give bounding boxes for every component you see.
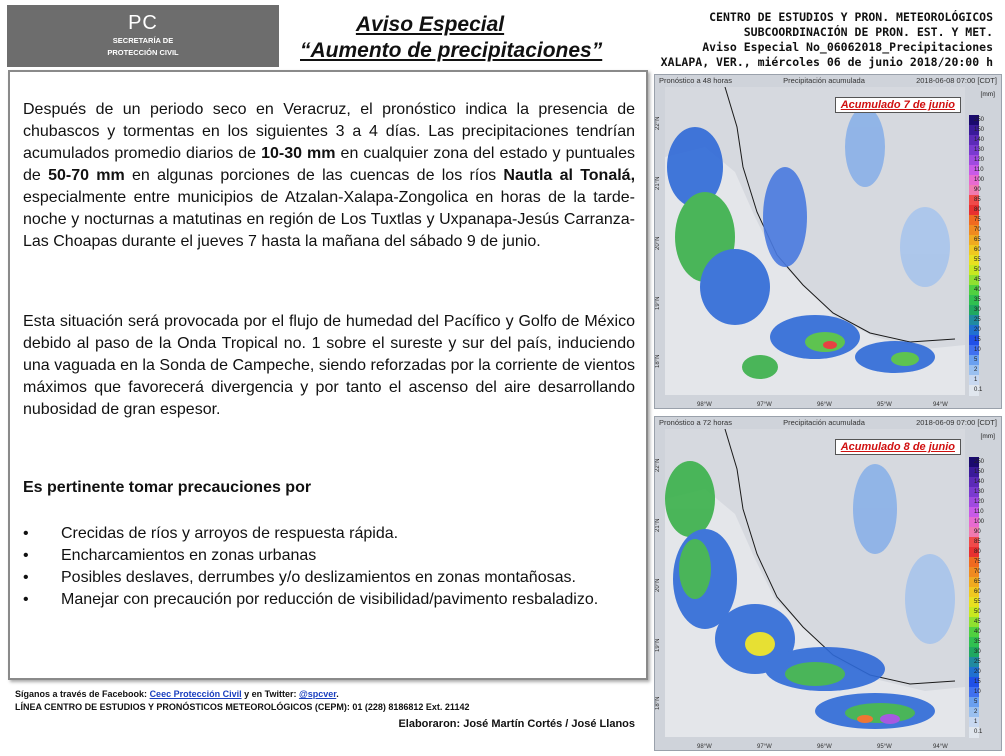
map-date-label: Acumulado 8 de junio [835, 439, 961, 455]
center-header [633, 10, 993, 70]
bullet-icon: • [23, 547, 29, 564]
list-item [23, 545, 635, 567]
lat-label: 18°N [655, 354, 661, 368]
colorbar-tick: 50 [974, 267, 981, 273]
colorbar-tick: 75 [974, 217, 981, 223]
notice-body [8, 70, 648, 680]
colorbar-tick: 25 [974, 317, 981, 323]
lat-label: 19°N [655, 638, 661, 652]
colorbar-tick: 20 [974, 669, 981, 675]
paragraph-cause: Esta situación será provocada por el flujo de humedad del Pacífico y Golfo de México debido al paso de la Onda Tropical no. 1 sobre el sureste y sur del país, induciendo una vaguada en la Sonda de Campeche, siendo reforzadas por la corriente de vientos máximos que favorecerá divergencia y por tanto el ascenso del aire desarrollando nubosidad de gran espesor. [23, 313, 635, 418]
map-forecast: Pronóstico a 72 horas [659, 418, 732, 427]
lat-label: 19°N [655, 296, 661, 310]
colorbar-tick: 120 [974, 499, 985, 505]
map-product: Precipitación acumulada [783, 76, 865, 85]
colorbar-tick: 45 [974, 619, 981, 625]
colorbar-tick: 70 [974, 569, 981, 575]
colorbar-tick: 30 [974, 649, 981, 655]
colorbar-tick: 55 [974, 599, 981, 605]
p1-bold-point: 50-70 mm [48, 167, 125, 184]
colorbar-tick: 150 [974, 469, 985, 475]
colorbar-tick: 90 [974, 529, 981, 535]
follow-prefix: Síganos a través de Facebook: [15, 689, 150, 699]
colorbar-tick: 35 [974, 297, 981, 303]
phone-line: LÍNEA CENTRO DE ESTUDIOS Y PRONÓSTICOS METEOROLÓGICOS (CEPM): 01 (228) 8186812 Ext. 21142 [15, 702, 470, 712]
colorbar-tick: 100 [974, 519, 985, 525]
lat-label: 22°N [655, 116, 661, 130]
twitter-link[interactable]: @spcver [298, 689, 337, 699]
list-item [23, 523, 635, 545]
header-line2: SUBCOORDINACIÓN DE PRON. EST. Y MET. [743, 25, 993, 39]
header-line1: CENTRO DE ESTUDIOS Y PRON. METEOROLÓGICOS [709, 10, 993, 24]
title-line1: Aviso Especial [355, 13, 505, 36]
lat-label: 21°N [655, 518, 661, 532]
colorbar-units: [mm] [980, 433, 995, 440]
colorbar-tick: 110 [974, 167, 984, 173]
lon-label: 95°W [877, 402, 892, 408]
list-item-text: Encharcamientos en zonas urbanas [61, 547, 317, 564]
header-line3: Aviso Especial No_06062018_Precipitaciones [702, 40, 993, 54]
colorbar-tick: 90 [974, 187, 981, 193]
colorbar-tick: 250 [974, 117, 985, 123]
map-product: Precipitación acumulada [783, 418, 865, 427]
precip-map-image [665, 87, 965, 395]
colorbar-tick: 40 [974, 287, 981, 293]
colorbar-tick: 1 [974, 719, 978, 725]
lon-label: 97°W [757, 744, 772, 750]
page-title [300, 12, 603, 64]
colorbar-tick: 100 [974, 177, 985, 183]
p1-text-a: Después de un periodo seco en Veracruz, el pronóstico indica la presencia de chubascos y tormentas en los siguientes 3 a 4 días. Las precipitaciones tendrían acumulados promedio diarios de [23, 101, 635, 162]
colorbar-tick: 5 [974, 357, 978, 363]
colorbar-tick: 85 [974, 539, 981, 545]
colorbar-tick: 150 [974, 127, 985, 133]
colorbar-tick: 2 [974, 367, 978, 373]
colorbar-tick: 45 [974, 277, 981, 283]
list-item-text: Manejar con precaución por reducción de visibilidad/pavimento resbaladizo. [61, 591, 599, 608]
colorbar-tick: 250 [974, 459, 985, 465]
colorbar-tick: 70 [974, 227, 981, 233]
p1-bold-daily: 10-30 mm [261, 145, 336, 162]
colorbar-tick: 5 [974, 699, 978, 705]
colorbar-units: [mm] [980, 91, 995, 98]
colorbar-tick: 130 [974, 489, 985, 495]
lat-label: 18°N [655, 696, 661, 710]
lon-label: 96°W [817, 744, 832, 750]
logo-line1: SECRETARÍA DE [112, 36, 174, 45]
precautions-list [23, 523, 635, 611]
map-forecast: Pronóstico a 48 horas [659, 76, 732, 85]
facebook-link[interactable]: Ceec Protección Civil [149, 689, 242, 699]
lon-label: 98°W [697, 402, 712, 408]
lon-label: 94°W [933, 744, 948, 750]
colorbar-tick: 10 [974, 689, 981, 695]
lon-label: 95°W [877, 744, 892, 750]
colorbar-tick: 60 [974, 589, 981, 595]
paragraph-forecast [23, 99, 635, 253]
colorbar-tick: 2 [974, 709, 978, 715]
colorbar-tick: 55 [974, 257, 981, 263]
map-valid: 2018-06-08 07:00 [CDT] [916, 76, 997, 85]
map-header [659, 75, 997, 86]
colorbar-tick: 130 [974, 147, 985, 153]
map-valid: 2018-06-09 07:00 [CDT] [916, 418, 997, 427]
colorbar-tick: 10 [974, 347, 981, 353]
colorbar-tick: 80 [974, 549, 981, 555]
colorbar-tick: 30 [974, 307, 981, 313]
colorbar-tick: 65 [974, 579, 981, 585]
list-item [23, 567, 635, 589]
colorbar-tick: 120 [974, 157, 985, 163]
bullet-icon: • [23, 525, 29, 542]
footer [15, 688, 635, 731]
follow-suffix: . [336, 689, 339, 699]
lon-label: 94°W [933, 402, 948, 408]
colorbar-tick: 0.1 [974, 387, 983, 393]
lat-label: 21°N [655, 176, 661, 190]
map-date-label: Acumulado 7 de junio [835, 97, 961, 113]
precip-map-day8 [654, 416, 1002, 751]
lat-label: 22°N [655, 458, 661, 472]
logo-short: PC [128, 12, 158, 34]
colorbar-tick: 140 [974, 137, 985, 143]
p1-text-c: en algunas porciones de las cuencas de los ríos [124, 167, 504, 184]
list-item-text: Posibles deslaves, derrumbes y/o deslizamientos en zonas montañosas. [61, 569, 576, 586]
colorbar-tick: 50 [974, 609, 981, 615]
colorbar-tick: 1 [974, 377, 978, 383]
lat-label: 20°N [655, 578, 661, 592]
colorbar-tick: 80 [974, 207, 981, 213]
colorbar-tick: 85 [974, 197, 981, 203]
secretaria-logo [7, 5, 279, 67]
precautions-heading: Es pertinente tomar precauciones por [23, 479, 312, 496]
colorbar-tick: 0.1 [974, 729, 983, 735]
colorbar-tick: 35 [974, 639, 981, 645]
lon-label: 96°W [817, 402, 832, 408]
bullet-icon: • [23, 569, 29, 586]
colorbar-tick: 25 [974, 659, 981, 665]
lon-label: 97°W [757, 402, 772, 408]
authors: Elaboraron: José Martín Cortés / José Llanos [398, 718, 635, 730]
colorbar-tick: 40 [974, 629, 981, 635]
colorbar-tick: 15 [974, 679, 981, 685]
p1-text-b: en cualquier zona del estado y puntuales de [23, 145, 635, 184]
precip-map-image [665, 429, 965, 737]
list-item-text: Crecidas de ríos y arroyos de respuesta rápida. [61, 525, 399, 542]
colorbar-tick: 110 [974, 509, 984, 515]
header-line4: XALAPA, VER., miércoles 06 de junio 2018/20:00 h [660, 55, 993, 69]
p1-bold-rivers: Nautla al Tonalá, [503, 167, 636, 184]
colorbar-tick: 75 [974, 559, 981, 565]
colorbar-tick: 140 [974, 479, 985, 485]
map-header [659, 417, 997, 428]
twitter-prefix: y en Twitter: [241, 689, 299, 699]
title-line2: “Aumento de precipitaciones” [300, 39, 603, 62]
colorbar-tick: 60 [974, 247, 981, 253]
colorbar-tick: 20 [974, 327, 981, 333]
social-line [15, 688, 635, 701]
p1-text-d: especialmente entre municipios de Atzalan-Xalapa-Zongolica en horas de la tarde-noche y nocturnas a matutinas en región de Los Tuxtlas y Uxpanapa-Jesús Carranza-Las Choapas durante el jueves 7 hasta la mañana del sábado 9 de junio. [23, 189, 635, 250]
logo-line2: PROTECCIÓN CIVIL [107, 48, 179, 57]
colorbar-tick: 65 [974, 237, 981, 243]
precip-map-day7 [654, 74, 1002, 409]
colorbar-tick: 15 [974, 337, 981, 343]
bullet-icon: • [23, 591, 29, 608]
lat-label: 20°N [655, 236, 661, 250]
lon-label: 98°W [697, 744, 712, 750]
list-item [23, 589, 635, 611]
